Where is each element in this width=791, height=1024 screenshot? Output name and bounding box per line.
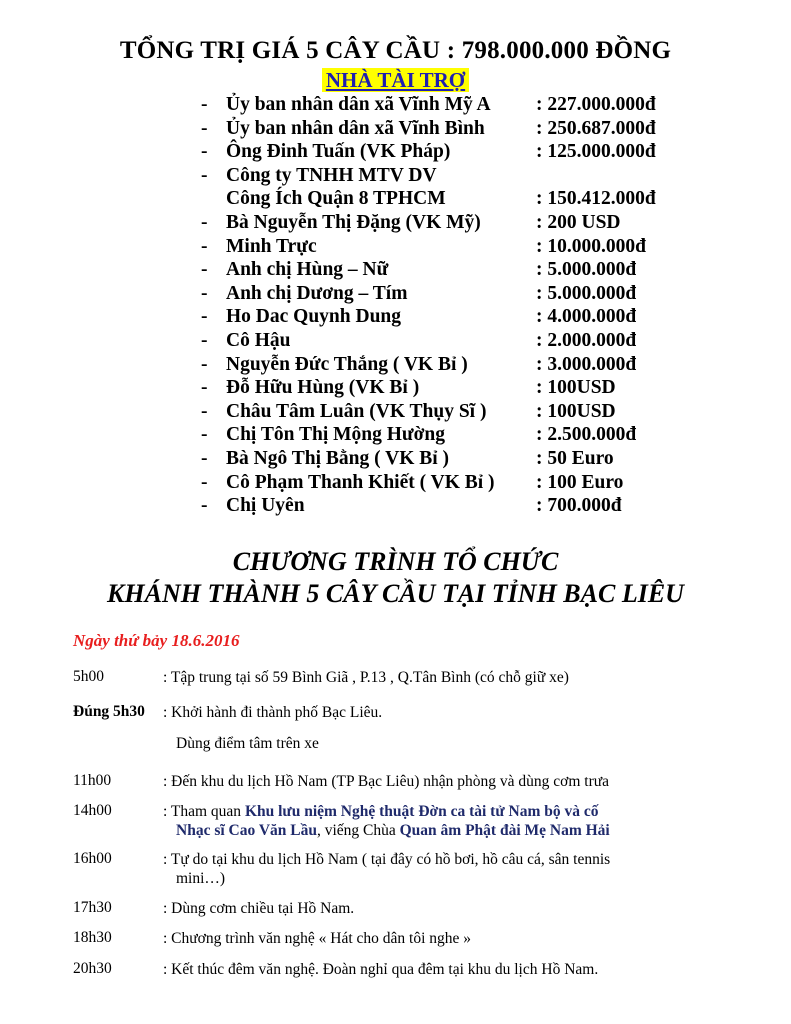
sponsor-name: Anh chị Hùng – Nữ: [226, 259, 389, 281]
sponsor-heading-text: NHÀ TÀI TRỢ: [322, 68, 469, 92]
sponsor-row: [0, 376, 791, 400]
sponsor-name-line1: Công ty TNHH MTV DV: [226, 164, 437, 186]
sponsor-list: [0, 93, 791, 518]
schedule-text: : Tập trung tại số 59 Bình Giã , P.13 , Q.Tân Bình (có chỗ giữ xe): [163, 669, 569, 686]
list-dash: -: [201, 353, 208, 375]
sponsor-row: [0, 494, 791, 518]
schedule-time: 16h00: [73, 850, 112, 867]
sponsor-row: [0, 282, 791, 306]
sponsor-name: Chị Tôn Thị Mộng Hường: [226, 424, 446, 446]
sponsor-name: Nguyễn Đức Thắng ( VK Bỉ ): [226, 353, 468, 375]
schedule-text-line1: : Khởi hành đi thành phố Bạc Liêu.: [163, 704, 383, 721]
sponsor-row: [0, 211, 791, 235]
list-dash: -: [201, 306, 208, 328]
schedule-text: [163, 703, 723, 753]
sponsor-name: Ủy ban nhân dân xã Vĩnh Bình: [226, 117, 485, 139]
sponsor-name: Anh chị Dương – Tím: [226, 282, 408, 304]
list-dash: -: [201, 164, 208, 186]
list-dash: -: [201, 424, 208, 446]
list-dash: -: [201, 471, 208, 493]
list-dash: -: [201, 211, 208, 233]
sponsor-amount: : 5.000.000đ: [536, 259, 637, 281]
list-dash: -: [201, 235, 208, 257]
schedule-text-pre: : Tham quan: [163, 803, 245, 820]
day-label: Ngày thứ bảy 18.6.2016: [73, 631, 240, 650]
sponsor-row: [0, 140, 791, 164]
sponsor-row: [0, 353, 791, 377]
sponsor-row: [0, 164, 791, 211]
schedule-text: : Đến khu du lịch Hồ Nam (TP Bạc Liêu) nhận phòng và dùng cơm trưa: [163, 773, 610, 790]
sponsor-amount: : 50 Euro: [536, 447, 614, 469]
schedule-text-line2: Dùng điểm tâm trên xe: [176, 735, 319, 752]
sponsor-name: Châu Tâm Luân (VK Thụy Sĩ ): [226, 400, 487, 422]
sponsor-row: [0, 93, 791, 117]
sponsor-amount: : 227.000.000đ: [536, 94, 656, 115]
schedule-time: Đúng 5h30: [73, 703, 145, 720]
sponsor-name: Ủy ban nhân dân xã Vĩnh Mỹ A: [226, 94, 491, 115]
sponsor-amount: : 100 Euro: [536, 471, 624, 493]
sponsor-amount: : 2.000.000đ: [536, 329, 637, 351]
sponsor-amount: : 5.000.000đ: [536, 282, 637, 304]
sponsor-name: Ông Đinh Tuấn (VK Pháp): [226, 141, 451, 163]
sponsor-amount: : 4.000.000đ: [536, 306, 637, 328]
sponsor-row: [0, 423, 791, 447]
schedule-text: : Kết thúc đêm văn nghệ. Đoàn nghỉ qua đêm tại khu du lịch Hồ Nam.: [163, 961, 599, 978]
sponsor-name: Chị Uyên: [226, 495, 305, 517]
schedule-time: 5h00: [73, 668, 104, 685]
list-dash: -: [201, 447, 208, 469]
sponsor-amount: : 125.000.000đ: [536, 141, 656, 163]
sponsor-row: [0, 329, 791, 353]
sponsor-row: [0, 235, 791, 259]
list-dash: -: [201, 117, 208, 139]
sponsor-amount: : 10.000.000đ: [536, 235, 646, 257]
schedule-text-mid: , viếng Chùa: [316, 822, 400, 839]
schedule-text-emphasis: Nhạc sĩ Cao Văn Lầu: [176, 822, 317, 839]
schedule-text: : Chương trình văn nghệ « Hát cho dân tôi nghe »: [163, 930, 472, 947]
sponsor-row: [0, 305, 791, 329]
sponsor-amount: : 700.000đ: [536, 495, 622, 517]
sponsor-amount: : 2.500.000đ: [536, 424, 637, 446]
program-title-line1: CHƯƠNG TRÌNH TỔ CHỨC: [232, 547, 559, 576]
program-title-line2: KHÁNH THÀNH 5 CÂY CẦU TẠI TỈNH BẠC LIÊU: [107, 579, 684, 608]
sponsor-amount: : 250.687.000đ: [536, 117, 656, 139]
schedule-time: 11h00: [73, 772, 112, 789]
sponsor-row: [0, 117, 791, 141]
schedule-text-emphasis: Quan âm Phật đài Mẹ Nam Hải: [399, 822, 610, 839]
schedule-text-line2: mini…): [176, 870, 226, 887]
list-dash: -: [201, 495, 208, 517]
list-dash: -: [201, 377, 208, 399]
sponsor-name-line2: Công Ích Quận 8 TPHCM: [226, 188, 446, 210]
sponsor-amount: : 100USD: [536, 400, 616, 422]
sponsor-name: Cô Hậu: [226, 329, 291, 351]
sponsor-name: Minh Trực: [226, 235, 317, 257]
schedule-text: : Dùng cơm chiều tại Hồ Nam.: [163, 900, 355, 917]
sponsor-name: Cô Phạm Thanh Khiết ( VK Bỉ ): [226, 471, 495, 493]
list-dash: -: [201, 259, 208, 281]
schedule-time: 18h30: [73, 929, 112, 946]
list-dash: -: [201, 141, 208, 163]
sponsor-name: Đỗ Hữu Hùng (VK Bỉ ): [226, 377, 420, 399]
sponsor-name: Bà Ngô Thị Bằng ( VK Bỉ ): [226, 447, 450, 469]
list-dash: -: [201, 329, 208, 351]
schedule-time: 17h30: [73, 899, 112, 916]
sponsor-heading: [0, 68, 791, 92]
sponsor-amount: : 200 USD: [536, 211, 621, 233]
page-title: TỔNG TRỊ GIÁ 5 CÂY CẦU : 798.000.000 ĐỒNG: [119, 37, 672, 64]
list-dash: -: [201, 400, 208, 422]
sponsor-row: [0, 471, 791, 495]
schedule-time: 20h30: [73, 960, 112, 977]
schedule-time: 14h00: [73, 802, 112, 819]
list-dash: -: [201, 282, 208, 304]
sponsor-amount: : 3.000.000đ: [536, 353, 637, 375]
sponsor-amount: : 150.412.000đ: [536, 188, 656, 210]
sponsor-name: [226, 164, 446, 211]
sponsor-name: Ho Dac Quynh Dung: [226, 306, 402, 328]
list-dash: -: [201, 94, 208, 115]
schedule-text-line1: : Tự do tại khu du lịch Hồ Nam ( tại đây có hồ bơi, hồ câu cá, sân tennis: [163, 851, 611, 868]
sponsor-row: [0, 447, 791, 471]
program-title: [0, 546, 791, 610]
sponsor-name: Bà Nguyễn Thị Đặng (VK Mỹ): [226, 211, 481, 233]
schedule-text: [163, 850, 723, 888]
sponsor-row: [0, 258, 791, 282]
schedule-text: [163, 802, 723, 840]
sponsor-row: [0, 400, 791, 424]
sponsor-amount: : 100USD: [536, 377, 616, 399]
schedule-text-emphasis: Khu lưu niệm Nghệ thuật Đờn ca tài tử Nam bộ và cố: [244, 803, 599, 820]
